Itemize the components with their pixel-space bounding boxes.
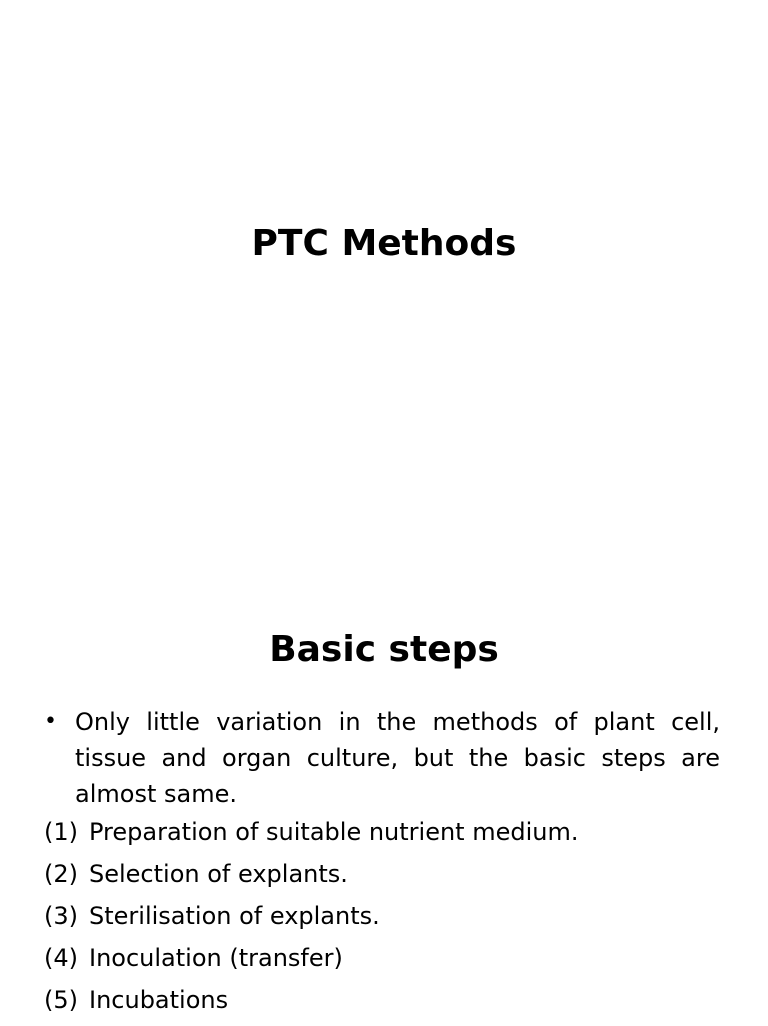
- step-text: Incubations: [89, 986, 229, 1014]
- slide-title: PTC Methods: [251, 223, 517, 264]
- list-item: [44, 816, 720, 858]
- list-item: [44, 984, 720, 1026]
- intro-bullet: [44, 704, 720, 812]
- steps-list: [44, 816, 720, 1026]
- bullet-text: Only little variation in the methods of plant cell, tissue and organ culture, but the basic steps are almost same.: [75, 708, 720, 808]
- step-text: Preparation of suitable nutrient medium.: [89, 818, 579, 846]
- step-text: Inoculation (transfer): [89, 944, 343, 972]
- step-number: (3): [44, 902, 78, 930]
- step-text: Sterilisation of explants.: [89, 902, 380, 930]
- step-number: (2): [44, 860, 78, 888]
- step-number: (1): [44, 818, 78, 846]
- list-item: [44, 900, 720, 942]
- slide-basic-steps: [0, 576, 768, 1024]
- step-text: Selection of explants.: [89, 860, 348, 888]
- list-item: [44, 942, 720, 984]
- slide-title: Basic steps: [269, 629, 499, 670]
- list-item: [44, 858, 720, 900]
- bullet-point-icon: •: [44, 709, 57, 734]
- bullet-row: [44, 704, 720, 812]
- step-number: (5): [44, 986, 78, 1014]
- step-number: (4): [44, 944, 78, 972]
